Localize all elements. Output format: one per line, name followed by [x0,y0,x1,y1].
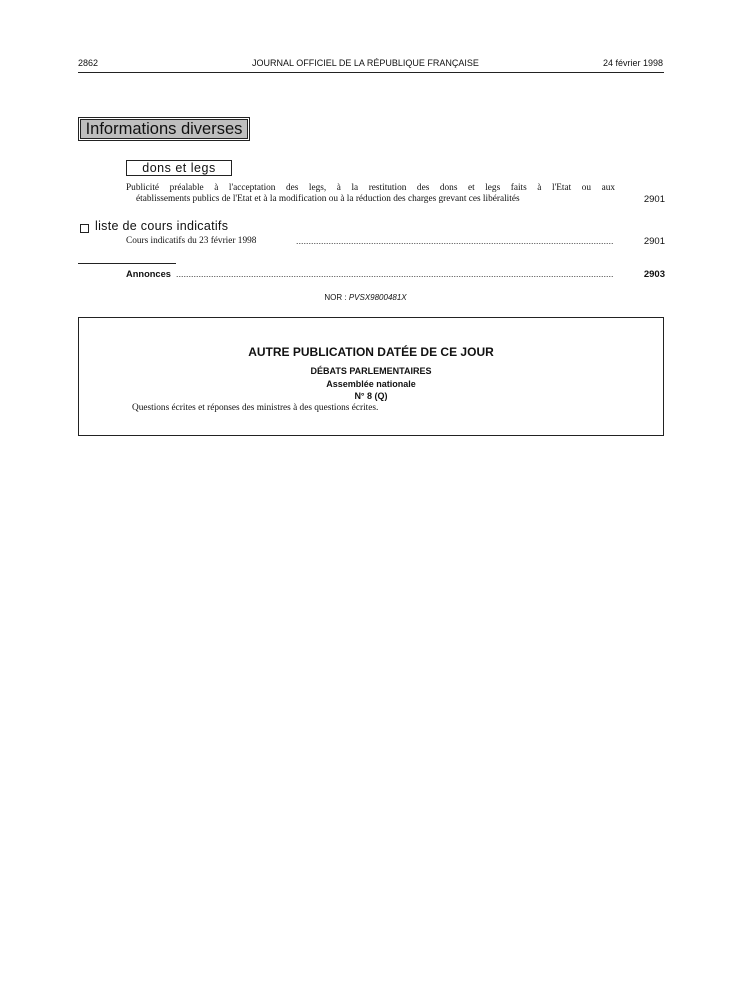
short-divider [78,263,176,264]
page-number: 2862 [78,58,99,68]
debats-parlementaires: DÉBATS PARLEMENTAIRES [310,366,432,376]
annonces-page: 2903 [643,269,665,280]
assemblee-nationale: Assemblée nationale [326,379,416,389]
issue-date: 24 février 1998 [602,58,663,68]
nor-label: NOR : [324,293,347,302]
issue-number: N° 8 (Q) [354,391,388,401]
subsection-cours-indicatifs-title: liste de cours indicatifs [95,219,229,233]
nor-reference [0,293,731,302]
subsection-dons-et-legs-title: dons et legs [126,160,232,176]
leader-dots [296,238,614,246]
cours-indicatifs-page: 2901 [643,236,665,247]
annonces-label: Annonces [126,269,171,279]
journal-title: JOURNAL OFFICIEL DE LA RÉPUBLIQUE FRANÇAISE [252,58,479,68]
cours-indicatifs-entry: Cours indicatifs du 23 février 1998 [126,236,257,246]
other-publication-heading: AUTRE PUBLICATION DATÉE DE CE JOUR [248,345,494,359]
section-title: Informations diverses [80,119,248,139]
dons-et-legs-entry-line2: établissements publics de l'Etat et à la modification ou à la réduction des charges grevant ces libéralités [136,194,520,204]
section-title-box [78,117,250,141]
dons-et-legs-entry-line1: Publicité préalable à l'acceptation des legs, à la restitution des dons et legs faits à l'Etat ou aux [126,183,615,193]
checkbox-square-icon [80,224,89,233]
dons-et-legs-page: 2901 [643,194,665,205]
header-divider [78,72,664,73]
other-publication-box [78,317,664,436]
publication-description: Questions écrites et réponses des ministres à des questions écrites. [132,403,379,413]
leader-dots [176,271,614,279]
nor-code: PVSX9800481X [348,293,407,302]
